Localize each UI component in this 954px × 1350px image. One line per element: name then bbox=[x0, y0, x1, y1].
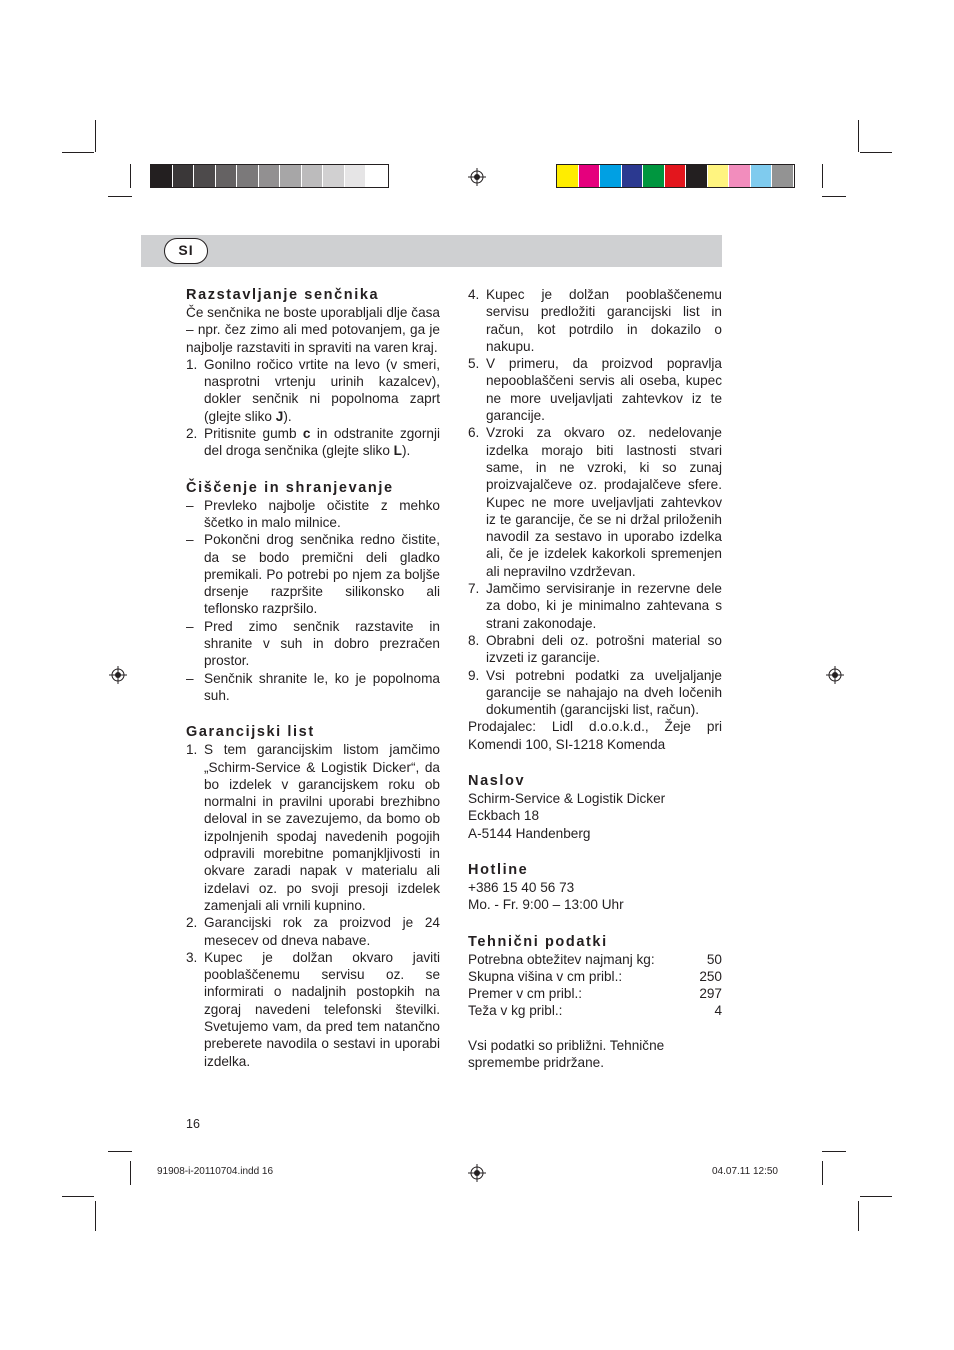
color-swatch bbox=[280, 165, 302, 187]
numbered-list bbox=[186, 356, 440, 460]
color-swatch bbox=[194, 165, 216, 187]
date-slug: 04.07.11 12:50 bbox=[712, 1166, 778, 1177]
color-swatch bbox=[643, 165, 665, 187]
list-item: 8. Obrabni deli oz. potrošni material so izvzeti iz garancije. bbox=[468, 632, 722, 666]
list-item: 3. Kupec je dolžan okvaro javiti pooblaščenemu servisu oz. se informirati o nadaljnih postopkih na zgoraj navedeni telefonski številki. Svetujemo vam, da pred tem natančno preberete navodila o sestavi in uporabi izdelka. bbox=[186, 949, 440, 1069]
registration-mark-icon bbox=[468, 1164, 486, 1182]
list-item: – Senčnik shranite le, ko je popolnoma suh. bbox=[186, 670, 440, 703]
list-item: – Pred zimo senčnik razstavite in shranite v suh in dobro prezračen prostor. bbox=[186, 618, 440, 669]
crop-mark bbox=[130, 1161, 131, 1185]
spec-row: Teža v kg pribl.: 4 bbox=[468, 1003, 722, 1019]
crop-mark bbox=[822, 196, 846, 197]
file-slug: 91908-i-20110704.indd 16 bbox=[157, 1166, 274, 1177]
language-tag: SI bbox=[164, 238, 208, 264]
color-swatch bbox=[622, 165, 644, 187]
color-swatch bbox=[729, 165, 751, 187]
address-line: Eckbach 18 bbox=[468, 808, 540, 824]
disclaimer: Vsi podatki so približni. Tehnične spremembe pridržane. bbox=[468, 1037, 665, 1070]
address-line: Schirm-Service & Logistik Dicker bbox=[468, 791, 666, 807]
section-title: Garancijski list bbox=[186, 724, 315, 741]
registration-mark-icon bbox=[826, 666, 844, 684]
color-swatch bbox=[708, 165, 730, 187]
list-item: 2. Garancijski rok za proizvod je 24 mesecev od dneva nabave. bbox=[186, 915, 440, 948]
color-swatch bbox=[366, 165, 388, 187]
list-item: 6. Vzroki za okvaro oz. nedelovanje izdelka morajo biti lastnosti stvari same, in ne vzroki, ki so zunaj proizvajalčeve oz. prodajalčeve sfere. Kupec ne more uveljavljati zahtevkov iz te garancije, če se ni držal priloženih navodil za sestavo in uporabo izdelka ali, če je izdelek kakorkoli spremenjen ali nepravilno vzdrževan. bbox=[468, 425, 722, 579]
numbered-list bbox=[186, 741, 440, 1070]
crop-mark bbox=[62, 152, 94, 153]
section-title: Naslov bbox=[468, 773, 526, 790]
process-color-bar bbox=[556, 164, 795, 188]
section-title: Čiščenje in shranjevanje bbox=[186, 479, 394, 496]
paragraph: Če senčnika ne boste uporabljali dlje časa – npr. čez zimo ali med potovanjem, ga je najbolje razstaviti in spraviti na varen kraj. bbox=[186, 305, 440, 355]
list-item: 1. Gonilno ročico vrtite na levo (v smeri, nasprotni vrtenju urinih kazalcev), dokler senčnik ni popolnoma zaprt (glejte sliko J). bbox=[186, 356, 440, 424]
section-title: Hotline bbox=[468, 861, 529, 878]
list-item: – Prevleko najbolje očistite z mehko ščetko in malo milnice. bbox=[186, 497, 440, 530]
color-swatch bbox=[216, 165, 238, 187]
list-item: – Pokončni drog senčnika redno čistite, da se bodo premični deli gladko premikali. Po potrebi po njem za boljše drsenje razpršite silikonsko ali teflonsko razpršilo. bbox=[186, 532, 440, 617]
color-swatch bbox=[772, 165, 794, 187]
color-swatch bbox=[665, 165, 687, 187]
list-item: 5. V primeru, da proizvod popravlja nepooblaščeni servis ali oseba, kupec ne more uveljavljati zahtevkov iz te garancije. bbox=[468, 356, 722, 424]
color-swatch bbox=[237, 165, 259, 187]
spec-row: Skupna višina v cm pribl.: 250 bbox=[468, 968, 722, 984]
list-item: 4. Kupec je dolžan pooblaščenemu servisu predložiti garancijski list in račun, kot potrdilo in dokazilo o nakupu. bbox=[468, 287, 722, 354]
color-swatch bbox=[302, 165, 324, 187]
page-number: 16 bbox=[186, 1117, 200, 1131]
list-item: 9. Vsi potrebni podatki za uveljaljanje garancije se nahajajo na dveh ločenih dokumentih (garancijski list, račun). bbox=[468, 667, 722, 718]
crop-mark bbox=[95, 1201, 96, 1231]
list-item: 2. Pritisnite gumb c in odstranite zgornji del droga senčnika (glejte sliko L). bbox=[186, 426, 440, 459]
color-swatch bbox=[686, 165, 708, 187]
registration-mark-icon bbox=[468, 168, 486, 186]
color-swatch bbox=[579, 165, 601, 187]
crop-mark bbox=[822, 164, 823, 188]
crop-mark bbox=[860, 1196, 892, 1197]
crop-mark bbox=[822, 1161, 823, 1185]
crop-mark bbox=[130, 164, 131, 188]
color-swatch bbox=[557, 165, 579, 187]
section-title: Tehnični podatki bbox=[468, 933, 608, 950]
color-swatch bbox=[323, 165, 345, 187]
list-item: 1. S tem garancijskim listom jamčimo „Schirm-Service & Logistik Dicker“, da bo izdelek v garancijskem roku ob normalni in pravilni uporabi brezhibno deloval in se zavezujemo, da bomo ob izpolnjenih spodaj navedenih pogojih odpravili morebitne pomanjkljivosti in okvare zaradi napak v materialu ali izdelavi oz. po svoji presoji izdelek zamenjali ali vrnili kupnino. bbox=[186, 742, 440, 913]
gray-color-bar bbox=[150, 164, 389, 188]
left-column bbox=[186, 286, 440, 1070]
spec-row: Premer v cm pribl.: 297 bbox=[468, 986, 722, 1002]
crop-mark bbox=[858, 120, 859, 152]
address-line: A-5144 Handenberg bbox=[468, 825, 591, 841]
crop-mark bbox=[108, 196, 132, 197]
crop-mark bbox=[858, 1201, 859, 1231]
crop-mark bbox=[95, 120, 96, 152]
numbered-list bbox=[468, 286, 722, 718]
color-swatch bbox=[151, 165, 173, 187]
crop-mark bbox=[860, 152, 892, 153]
crop-mark bbox=[822, 1151, 846, 1152]
crop-mark bbox=[108, 1151, 132, 1152]
list-item: 7. Jamčimo servisiranje in rezervne dele za dobo, ki je minimalno zahtevana s strani zakonodaje. bbox=[468, 581, 722, 631]
section-title: Razstavljanje senčnika bbox=[186, 287, 380, 303]
hotline-phone: +386 15 40 56 73 bbox=[468, 879, 575, 895]
bullet-list bbox=[186, 497, 440, 705]
language-header-bar bbox=[141, 235, 722, 267]
color-swatch bbox=[173, 165, 195, 187]
hotline-hours: Mo. - Fr. 9:00 – 13:00 Uhr bbox=[468, 897, 624, 913]
registration-mark-icon bbox=[109, 666, 127, 684]
seller-info: Prodajalec: Lidl d.o.o.k.d., Žeje pri Komendi 100, SI-1218 Komenda bbox=[468, 719, 722, 752]
color-swatch bbox=[259, 165, 281, 187]
color-swatch bbox=[751, 165, 773, 187]
color-swatch bbox=[600, 165, 622, 187]
spec-row: Potrebna obtežitev najmanj kg: 50 bbox=[468, 951, 722, 967]
color-swatch bbox=[345, 165, 367, 187]
crop-mark bbox=[62, 1196, 94, 1197]
right-column bbox=[468, 286, 722, 1071]
